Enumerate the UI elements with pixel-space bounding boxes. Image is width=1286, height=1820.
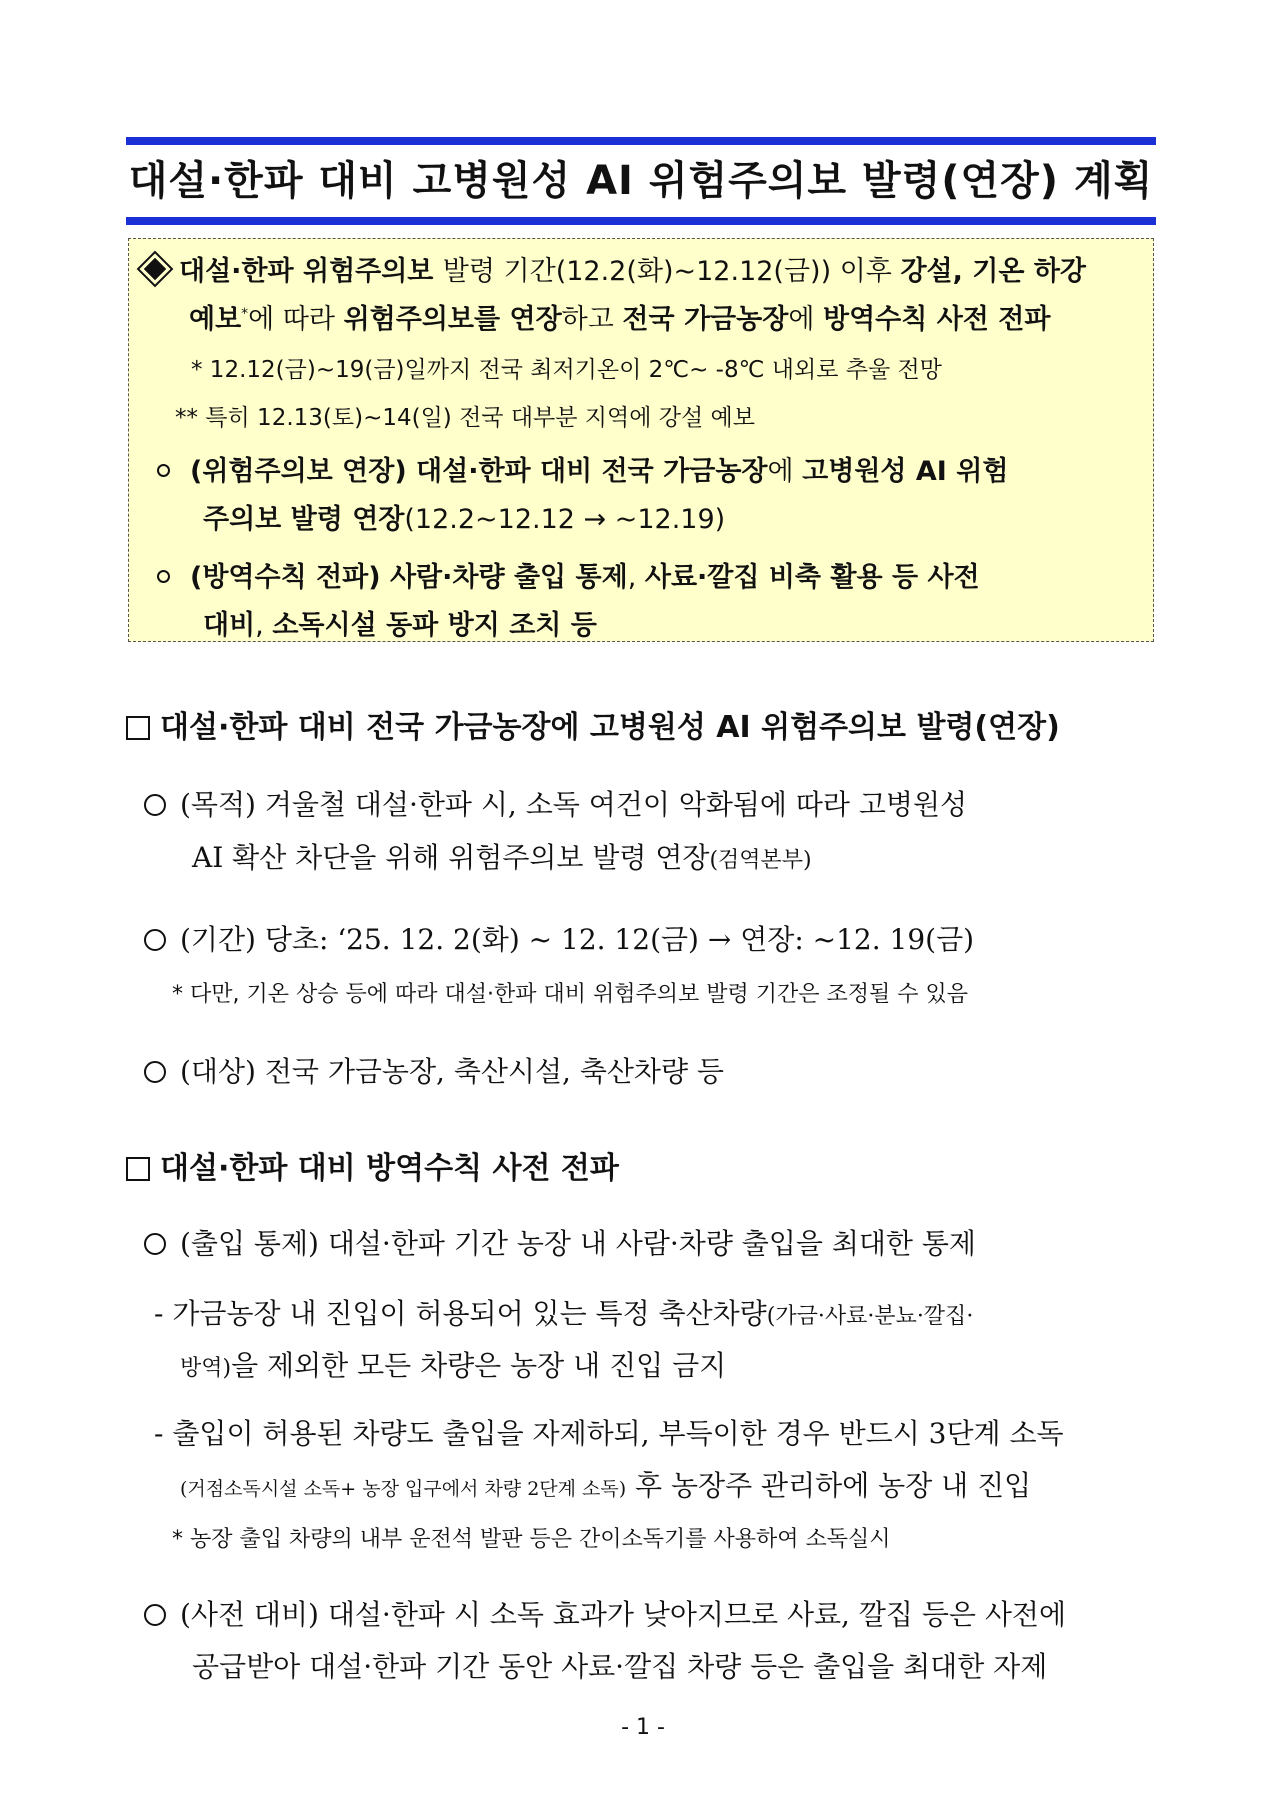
page-number: - 1 - [621, 1715, 665, 1740]
dash-1-line-1: - 가금농장 내 진입이 허용되어 있는 특정 축산차량(가금·사료·분뇨·깔집· [154, 1297, 974, 1330]
prep-line-2: 공급받아 대설·한파 기간 동안 사료·깔집 차량 등은 출입을 최대한 자제 [192, 1650, 1048, 1683]
summary-line-2: 예보*에 따라 위험주의보를 연장하고 전국 가금농장에 방역수칙 사전 전파 [189, 304, 1051, 335]
period-note: * 다만, 기온 상승 등에 따라 대설·한파 대비 위험주의보 발령 기간은 조정될 수 있음 [172, 982, 968, 1007]
section-2-heading: 대설·한파 대비 방역수칙 사전 전파 [126, 1143, 619, 1187]
summary-item-2-line-2: 대비, 소독시설 동파 방지 조치 등 [203, 610, 597, 641]
summary-box [128, 238, 1154, 642]
circle-bullet-icon [144, 1604, 166, 1626]
dash-1-line-2: 방역)을 제외한 모든 차량은 농장 내 진입 금지 [180, 1349, 727, 1382]
dash-2-note: * 농장 출입 차량의 내부 운전석 발판 등은 간이소독기를 사용하여 소독실시 [172, 1527, 891, 1552]
section-1-heading: 대설·한파 대비 전국 가금농장에 고병원성 AI 위험주의보 발령(연장) [126, 702, 1060, 746]
title-bottom-bar [126, 217, 1156, 225]
dash-2-line-1: - 출입이 허용된 차량도 출입을 자제하되, 부득이한 경우 반드시 3단계 소독 [154, 1417, 1064, 1450]
purpose-line-2: AI 확산 차단을 위해 위험주의보 발령 연장(검역본부) [192, 841, 812, 874]
page-title: 대설·한파 대비 고병원성 AI 위험주의보 발령(연장) 계획 [128, 158, 1154, 204]
target-line: (대상) 전국 가금농장, 축산시설, 축산차량 등 [144, 1050, 724, 1090]
checkbox-square-icon [126, 1157, 150, 1181]
checkbox-square-icon [126, 716, 150, 740]
purpose-line-1: (목적) 겨울철 대설·한파 시, 소독 여건이 악화됨에 따라 고병원성 [144, 783, 967, 823]
summary-item-1-line-1: (위험주의보 연장) 대설·한파 대비 전국 가금농장에 고병원성 AI 위험 [157, 449, 1008, 488]
title-block [126, 137, 1156, 225]
circle-bullet-icon [157, 464, 170, 477]
circle-bullet-icon [144, 929, 166, 951]
diamond-bullet-icon [144, 258, 167, 281]
summary-item-1-line-2: 주의보 발령 연장(12.2~12.12 → ~12.19) [203, 504, 726, 535]
circle-bullet-icon [144, 1061, 166, 1083]
summary-note-2: ** 특히 12.13(토)~14(일) 전국 대부분 지역에 강설 예보 [175, 405, 755, 431]
circle-bullet-icon [144, 1233, 166, 1255]
access-control-line: (출입 통제) 대설·한파 기간 농장 내 사람·차량 출입을 최대한 통제 [144, 1222, 976, 1262]
circle-bullet-icon [144, 794, 166, 816]
summary-note-1: * 12.12(금)~19(금)일까지 전국 최저기온이 2℃~ -8℃ 내외로 추울 전망 [191, 357, 942, 383]
summary-item-2-line-1: (방역수칙 전파) 사람·차량 출입 통제, 사료·깔집 비축 활용 등 사전 [157, 555, 980, 594]
circle-bullet-icon [157, 570, 170, 583]
dash-2-line-2: (거점소독시설 소독+ 농장 입구에서 차량 2단계 소독) 후 농장주 관리하에 농장 내 진입 [180, 1469, 1032, 1502]
summary-line-1: 대설·한파 위험주의보 발령 기간(12.2(화)~12.12(금)) 이후 강설, 기온 하강 [143, 249, 1086, 288]
prep-line-1: (사전 대비) 대설·한파 시 소독 효과가 낮아지므로 사료, 깔집 등은 사전에 [144, 1593, 1066, 1633]
title-top-bar [126, 137, 1156, 145]
period-line: (기간) 당초: ‘25. 12. 2(화) ~ 12. 12(금) → 연장: ~12. 19(금) [144, 918, 974, 958]
